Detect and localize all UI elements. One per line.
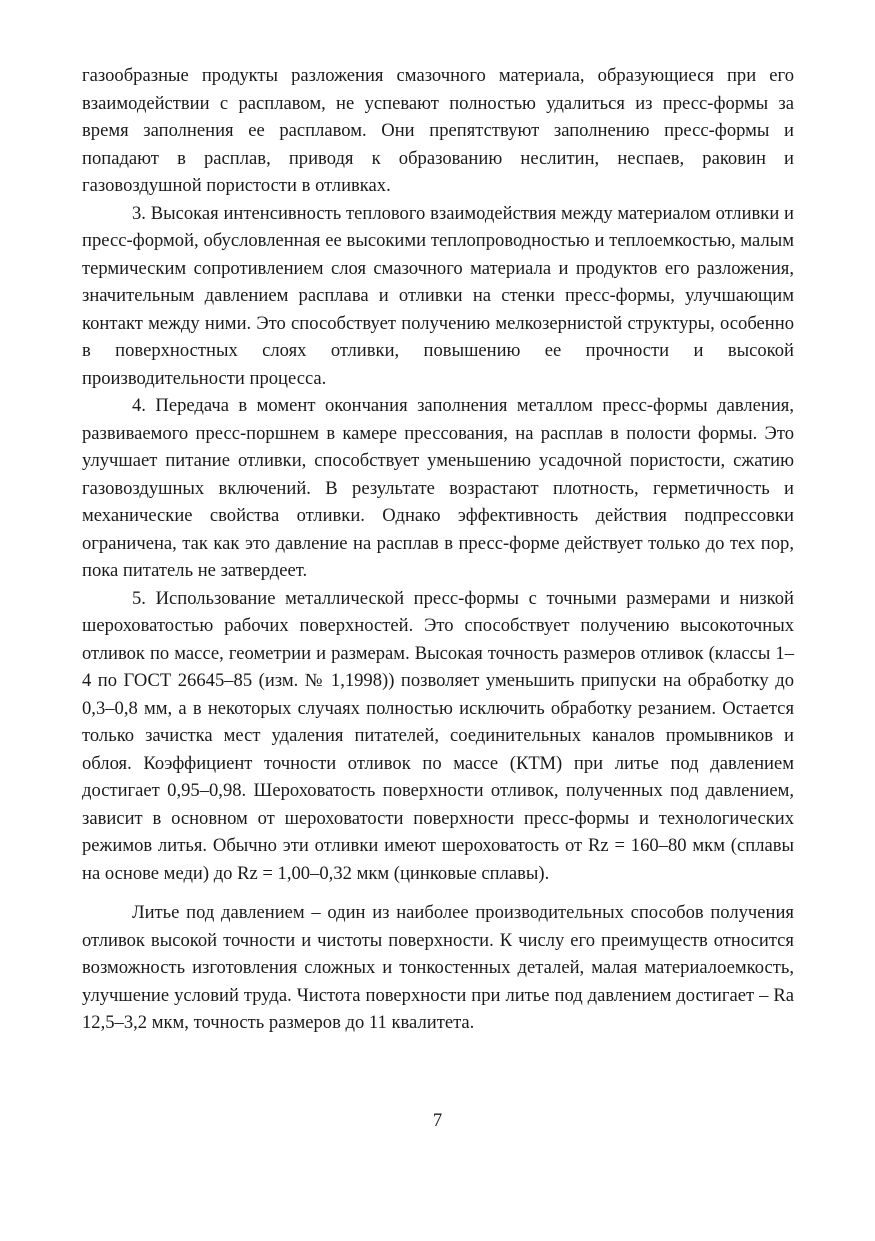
page-number: 7 — [432, 1110, 443, 1131]
paragraph-item-4: 4. Передача в момент окончания заполнения металлом пресс-формы давления, развиваемого пресс-поршнем в камере прессования, на расплав в полости формы. Это улучшает питание отливки, способствует уменьшению усадочной пористости, сжатию газовоздушных включений. В результате возрастают плотность, герметичность и механические свойства отливки. Однако эффективность действия подпрессовки ограничена, так как это давление на расплав в пресс-форме действует только до тех пор, пока питатель не затвердеет. — [82, 395, 794, 581]
paragraph-item-3: 3. Высокая интенсивность теплового взаимодействия между материалом отливки и пресс-формой, обусловленная ее высокими теплопроводностью и теплоемкостью, малым термическим сопротивлением слоя смазочного материала и продуктов его разложения, значительным давлением расплава и отливки на стенки пресс-формы, улучшающим контакт между ними. Это способствует получению мелкозернистой структуры, особенно в поверхностных слоях отливки, повышению ее прочности и высокой производительности процесса. — [82, 202, 794, 389]
paragraph-summary: Литье под давлением – один из наиболее производительных способов получения отливок высокой точности и чистоты поверхности. К числу его преимуществ относится возможность изготовления сложных и тонкостенных деталей, малая материалоемкость, улучшение условий труда. Чистота поверхности при литье под давлением достигает – Ra 12,5–3,2 мкм, точность размеров до 11 квалитета. — [82, 902, 794, 1033]
paragraph-item-5: 5. Использование металлической пресс-формы с точными размерами и низкой шероховатостью рабочих поверхностей. Это способствует получению высокоточных отливок по массе, геометрии и размерам. Высокая точность размеров отливок (классы 1–4 по ГОСТ 26645–85 (изм. № 1,1998)) позволяет уменьшить припуски на обработку до 0,3–0,8 мм, а в некоторых случаях полностью исключить обработку резанием. Остается только зачистка мест удаления питателей, соединительных каналов промывников и облоя. Коэффициент точности отливок по массе (КТМ) при литье под давлением достигает 0,95–0,98. Шероховатость поверхности отливок, полученных под давлением, зависит в основном от шероховатости поверхности пресс-формы и технологических режимов литья. Обычно эти отливки имеют шероховатость от Rz = 160–80 мкм (сплавы на основе меди) до Rz = 1,00–0,32 мкм (цинковые сплавы). — [82, 587, 794, 884]
paragraph-continuation: газообразные продукты разложения смазочного материала, образующиеся при его взаимодействии с расплавом, не успевают полностью удалиться из пресс-формы за время заполнения ее расплавом. Они препятствуют заполнению пресс-формы и попадают в расплав, приводя к образованию неслитин, неспаев, раковин и газовоздушной пористости в отливках. — [82, 65, 794, 196]
page-body — [82, 62, 794, 1037]
